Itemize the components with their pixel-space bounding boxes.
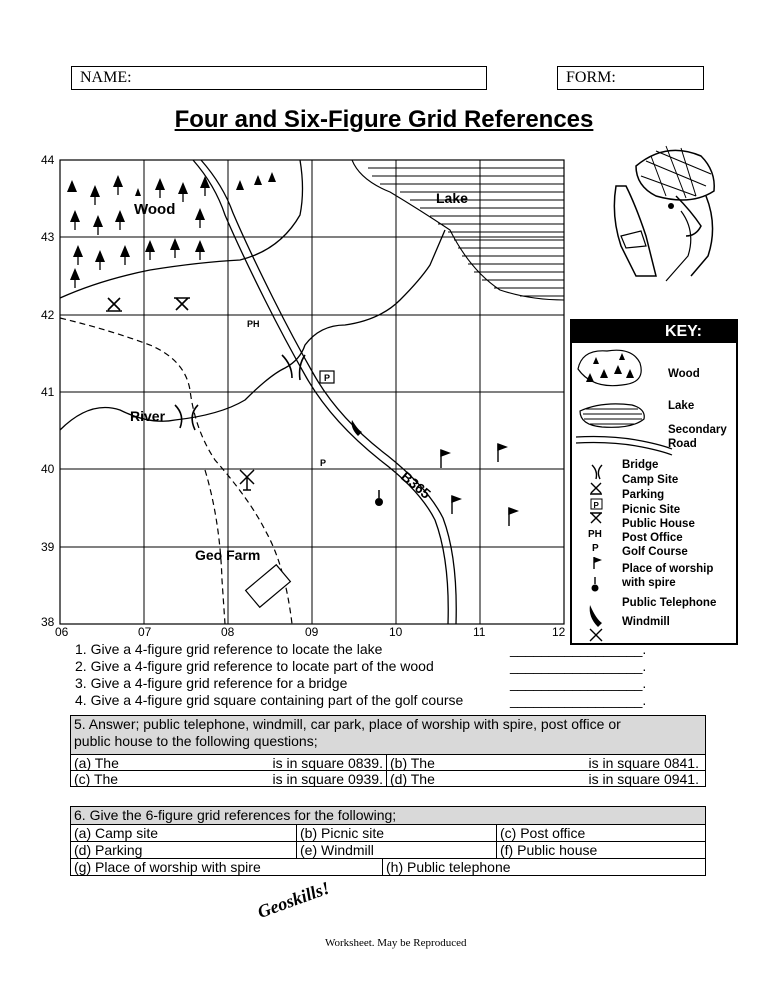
- northing-label: 43: [41, 230, 55, 244]
- road-label: B365: [398, 468, 434, 502]
- camp-site-symbol: [106, 298, 122, 311]
- wood-boundary: [60, 160, 303, 298]
- q5-intro: [71, 716, 705, 754]
- question-3: 3. Give a 4-figure grid reference for a bridge: [75, 675, 348, 691]
- easting-label: 09: [305, 625, 319, 639]
- picnic-site-symbol: [174, 298, 190, 310]
- q6-f[interactable]: (f) Public house: [497, 841, 705, 858]
- form-label: FORM:: [566, 69, 616, 86]
- q6-c[interactable]: (c) Post office: [497, 824, 705, 841]
- geoskills-logo: Geoskills!: [254, 877, 333, 923]
- easting-label: 08: [221, 625, 235, 639]
- lake-label: Lake: [436, 190, 468, 206]
- key-label-camp: Camp Site: [622, 474, 679, 486]
- key-title: KEY:: [572, 321, 736, 343]
- easting-label: 07: [138, 625, 152, 639]
- question-6-panel: [70, 806, 706, 876]
- footer-note: Worksheet. May be Reproduced: [325, 937, 467, 949]
- public-house-label: PH: [247, 319, 260, 329]
- footpath: [60, 318, 292, 624]
- northing-label: 41: [41, 385, 55, 399]
- answer-blank-4[interactable]: _________________.: [510, 692, 647, 708]
- name-label: NAME:: [80, 69, 132, 86]
- key-label-road-1: Secondary: [668, 424, 727, 436]
- post-office-label: P: [320, 458, 327, 468]
- q6-b[interactable]: (b) Picnic site: [297, 824, 497, 841]
- q5-a-square: is in square 0839.: [272, 755, 383, 771]
- q5-b[interactable]: [387, 754, 705, 771]
- farm-building: [246, 565, 291, 608]
- easting-label: 11: [473, 625, 486, 639]
- answer-blank-3[interactable]: _________________.: [510, 675, 647, 691]
- golf-flags: [441, 444, 517, 526]
- key-label-lake: Lake: [668, 400, 695, 412]
- key-label-golf: Golf Course: [622, 546, 688, 558]
- key-label-post: Post Office: [622, 532, 683, 544]
- page-title: Four and Six-Figure Grid References: [174, 106, 594, 133]
- q5-b-label: (b) The: [390, 755, 435, 771]
- key-label-windmill: Windmill: [622, 616, 670, 628]
- key-label-road-2: Road: [668, 438, 697, 450]
- parking-label: P: [324, 373, 331, 383]
- northing-label: 42: [41, 308, 55, 322]
- q5-c-square: is in square 0939.: [272, 771, 383, 787]
- key-label-phone: Public Telephone: [622, 597, 717, 609]
- northing-label: 38: [41, 615, 55, 629]
- q6-a[interactable]: (a) Camp site: [71, 824, 297, 841]
- key-label-wood: Wood: [668, 368, 700, 380]
- northing-label: 44: [41, 153, 55, 167]
- easting-label: 12: [552, 625, 566, 639]
- wood-label: Wood: [134, 201, 176, 218]
- question-1: 1. Give a 4-figure grid reference to locate the lake: [75, 641, 383, 657]
- key-label-pub: Public House: [622, 518, 695, 530]
- question-5-panel: [70, 715, 706, 787]
- key-label-bridge: Bridge: [622, 459, 659, 471]
- q5-a-label: (a) The: [74, 755, 119, 771]
- map-key: [570, 319, 738, 645]
- q5-d-label: (d) The: [390, 771, 435, 787]
- q5-b-square: is in square 0841.: [588, 755, 699, 771]
- wood-trees: [67, 172, 276, 280]
- windmill-symbol: [240, 470, 254, 490]
- answer-blank-2[interactable]: _________________.: [510, 658, 647, 674]
- river-label: River: [130, 408, 166, 424]
- northing-label: 39: [41, 540, 55, 554]
- q5-intro-line-2: public house to the following questions;: [74, 733, 318, 749]
- answer-blank-1[interactable]: _________________.: [510, 641, 647, 657]
- river: [60, 230, 445, 430]
- worship-symbol: [375, 490, 383, 506]
- farm-label: Geo Farm: [195, 547, 261, 563]
- q5-a[interactable]: [71, 754, 387, 771]
- easting-label: 10: [389, 625, 403, 639]
- lake: [352, 160, 564, 300]
- key-label-worship: Place of worship: [622, 563, 714, 575]
- q5-d-square: is in square 0941.: [588, 771, 699, 787]
- key-label-picnic: Picnic Site: [622, 504, 681, 516]
- question-2: 2. Give a 4-figure grid reference to locate part of the wood: [75, 658, 434, 674]
- q5-intro-line-1: 5. Answer; public telephone, windmill, car park, place of worship with spire, post office or: [74, 716, 621, 732]
- key-label-parking: Parking: [622, 489, 665, 501]
- q5-d[interactable]: [387, 770, 705, 787]
- parking-key-letter: P: [593, 501, 599, 510]
- easting-label: 06: [55, 625, 69, 639]
- question-4: 4. Give a 4-figure grid square containing part of the golf course: [75, 692, 464, 708]
- q6-intro: 6. Give the 6-figure grid references for the following;: [71, 807, 705, 824]
- grid-lines: [60, 160, 564, 624]
- q6-d[interactable]: (d) Parking: [71, 841, 297, 858]
- q6-h[interactable]: (h) Public telephone: [383, 858, 705, 876]
- q6-e[interactable]: (e) Windmill: [297, 841, 497, 858]
- q5-c[interactable]: [71, 770, 387, 787]
- q5-c-label: (c) The: [74, 771, 119, 787]
- p-key-letter: P: [592, 543, 599, 554]
- northing-label: 40: [41, 462, 55, 476]
- q6-g[interactable]: (g) Place of worship with spire: [71, 858, 383, 876]
- key-label-spire: with spire: [622, 577, 676, 589]
- ph-key-letter: PH: [588, 529, 602, 540]
